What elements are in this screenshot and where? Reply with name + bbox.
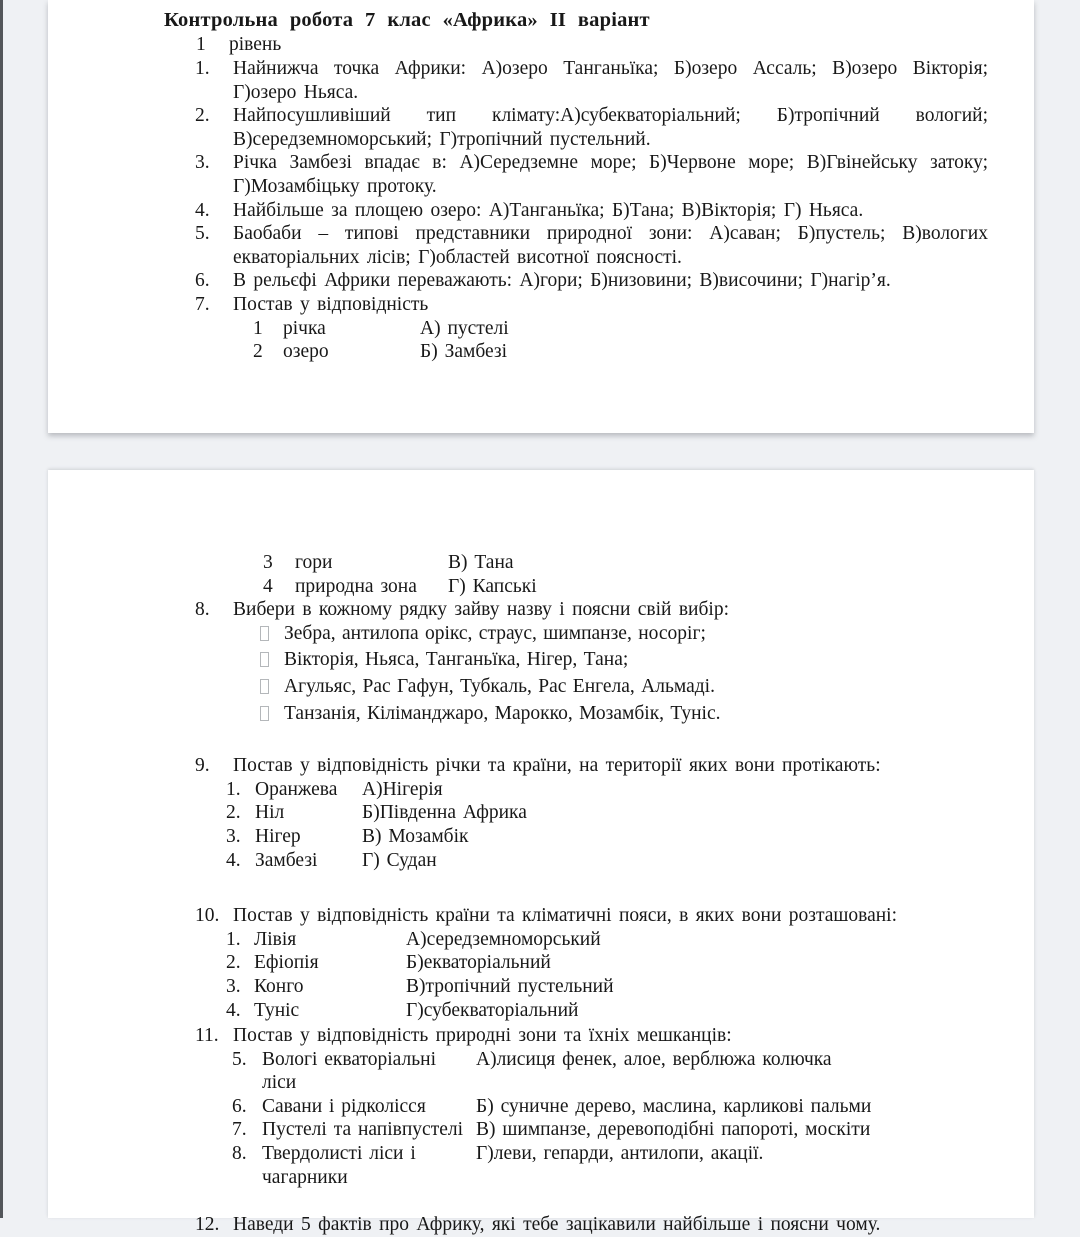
match-row bbox=[253, 340, 1034, 364]
match-left: Ефіопія bbox=[254, 952, 319, 974]
match-row bbox=[232, 1142, 1034, 1189]
question-number: 5. bbox=[195, 223, 210, 245]
match-number: 2. bbox=[226, 952, 241, 974]
tofu-bullet-icon bbox=[260, 652, 269, 667]
question-number: 10. bbox=[195, 905, 220, 927]
match-answer: Г) Судан bbox=[362, 849, 437, 871]
question-6 bbox=[195, 269, 1034, 293]
question-text: Наведи 5 фактів про Африку, які тебе зацікавили найбільше і поясни чому. bbox=[233, 1214, 881, 1236]
page-title: Контрольна робота 7 клас «Африка» ІІ варіант bbox=[164, 9, 650, 31]
question-number: 11. bbox=[195, 1025, 219, 1047]
level-heading bbox=[196, 33, 1034, 57]
level-number: 1 bbox=[196, 34, 206, 55]
match-answer: А)середземноморський bbox=[406, 928, 601, 950]
match-number: 3 bbox=[263, 552, 273, 573]
match-answer: Б) Замбезі bbox=[420, 341, 508, 363]
match-answer: А) пустелі bbox=[420, 317, 509, 339]
level-label: рівень bbox=[229, 34, 282, 55]
match-left: Ніл bbox=[255, 802, 285, 824]
match-left: Твердолисті ліси і чагарники bbox=[262, 1143, 416, 1188]
match-number: 8. bbox=[232, 1143, 247, 1165]
match-row bbox=[232, 1048, 1034, 1095]
match-row bbox=[226, 778, 1034, 802]
match-left: Лівія bbox=[254, 928, 297, 950]
list-item bbox=[260, 648, 1034, 672]
question-3 bbox=[195, 151, 1034, 198]
list-item-text: Зебра, антилопа орікс, страус, шимпанзе, носоріг; bbox=[284, 622, 706, 644]
match-left: Пустелі та напівпустелі bbox=[262, 1119, 464, 1141]
question-text: Баобаби – типові представники природної зони: А)саван; Б)пустель; В)вологих екваторіальних лісів; Г)областей висотної поясності. bbox=[233, 223, 988, 268]
list-item-text: Агульяс, Рас Гафун, Тубкаль, Рас Енгела, Альмаді. bbox=[284, 675, 715, 697]
match-answer: Б)Південна Африка bbox=[362, 802, 527, 824]
question-number: 2. bbox=[195, 105, 210, 127]
match-left: річка bbox=[283, 317, 326, 339]
match-left: гори bbox=[295, 552, 333, 573]
question-text: Найнижча точка Африки: А)озеро Танганьїка; Б)озеро Ассаль; В)озеро Вікторія; Г)озеро Ньяса. bbox=[233, 58, 988, 103]
match-left: Нігер bbox=[255, 825, 301, 847]
question-text: Постав у відповідність bbox=[233, 293, 429, 315]
match-number: 1. bbox=[226, 928, 241, 950]
match-left: Туніс bbox=[254, 999, 300, 1021]
question-10 bbox=[195, 904, 1034, 928]
question-text: Постав у відповідність природні зони та їхніх мешканців: bbox=[233, 1025, 732, 1047]
question-text: Постав у відповідність річки та країни, на території яких вони протікають: bbox=[233, 755, 881, 777]
question-text: В рельєфі Африки переважають: А)гори; Б)низовини; В)височини; Г)нагір’я. bbox=[233, 270, 891, 292]
list-item-text: Вікторія, Ньяса, Танганьїка, Нігер, Тана; bbox=[284, 649, 629, 671]
match-number: 3. bbox=[226, 975, 241, 997]
question-text: Річка Замбезі впадає в: А)Середземне море; Б)Червоне море; В)Гвінейську затоку; Г)Мозамбіцьку протоку. bbox=[233, 152, 988, 197]
match-row bbox=[253, 317, 1034, 341]
question-7 bbox=[195, 293, 1034, 317]
list-item-text: Танзанія, Кіліманджаро, Марокко, Мозамбік, Туніс. bbox=[284, 702, 721, 724]
match-number: 5. bbox=[232, 1048, 247, 1070]
match-answer: Г)леви, гепарди, антилопи, акації. bbox=[476, 1143, 764, 1165]
question-number: 6. bbox=[195, 270, 210, 292]
match-number: 1 bbox=[253, 317, 263, 339]
question-number: 8. bbox=[195, 599, 210, 621]
tofu-bullet-icon bbox=[260, 679, 269, 694]
match-row bbox=[232, 1118, 1034, 1142]
match-left: Вологі екваторіальні ліси bbox=[262, 1048, 436, 1094]
left-edge-line bbox=[0, 0, 3, 1218]
list-item bbox=[260, 675, 1034, 699]
match-answer: А)Нігерія bbox=[362, 778, 443, 800]
match-number: 1. bbox=[226, 778, 241, 800]
question-2 bbox=[195, 104, 1034, 151]
match-left: Замбезі bbox=[255, 849, 318, 871]
match-number: 2 bbox=[253, 341, 263, 363]
match-row bbox=[226, 951, 1034, 975]
match-answer: В) Тана bbox=[448, 552, 514, 573]
match-number: 4 bbox=[263, 575, 273, 597]
question-8 bbox=[195, 598, 1034, 622]
match-left: природна зона bbox=[295, 575, 417, 597]
match-row bbox=[263, 551, 1034, 575]
question-text: Найбільше за площею озеро: А)Танганьїка; Б)Тана; В)Вікторія; Г) Ньяса. bbox=[233, 199, 864, 221]
question-1 bbox=[195, 57, 1034, 104]
document-page-1 bbox=[48, 0, 1034, 433]
match-left: Савани і рідколісся bbox=[262, 1095, 426, 1117]
document-page-2 bbox=[48, 470, 1034, 1236]
match-row bbox=[263, 575, 1034, 599]
match-answer: Б) суничне дерево, маслина, карликові пальми bbox=[476, 1095, 872, 1117]
question-text: Постав у відповідність країни та кліматичні пояси, в яких вони розташовані: bbox=[233, 905, 898, 927]
match-row bbox=[232, 1095, 1034, 1119]
match-number: 6. bbox=[232, 1095, 247, 1117]
match-answer: Б)екваторіальний bbox=[406, 952, 551, 974]
question-12 bbox=[195, 1213, 1034, 1237]
question-number: 7. bbox=[195, 293, 210, 315]
match-number: 3. bbox=[226, 825, 241, 847]
list-item bbox=[260, 702, 1034, 726]
question-text: Вибери в кожному рядку зайву назву і поясни свій вибір: bbox=[233, 599, 730, 621]
question-number: 4. bbox=[195, 199, 210, 221]
match-number: 7. bbox=[232, 1119, 247, 1141]
question-number: 9. bbox=[195, 755, 210, 777]
question-number: 3. bbox=[195, 152, 210, 174]
question-11 bbox=[195, 1024, 1034, 1048]
tofu-bullet-icon bbox=[260, 626, 269, 641]
match-row bbox=[226, 975, 1034, 999]
match-answer: В) шимпанзе, деревоподібні папороті, москіти bbox=[476, 1119, 871, 1141]
match-answer: В)тропічний пустельний bbox=[406, 975, 614, 997]
question-text: Найпосушливіший тип клімату:А)субекваторіальний; Б)тропічний вологий; В)середземноморський; Г)тропічний пустельний. bbox=[233, 105, 988, 150]
match-answer: Г)субекваторіальний bbox=[406, 999, 579, 1021]
match-answer: В) Мозамбік bbox=[362, 825, 469, 847]
list-item bbox=[260, 622, 1034, 646]
match-number: 2. bbox=[226, 802, 241, 824]
question-9 bbox=[195, 754, 1034, 778]
match-left: Оранжева bbox=[255, 778, 338, 800]
question-5 bbox=[195, 222, 1034, 269]
question-number: 12. bbox=[195, 1214, 220, 1236]
match-number: 4. bbox=[226, 999, 241, 1021]
question-4 bbox=[195, 199, 1034, 223]
match-row bbox=[226, 849, 1034, 873]
match-answer: А)лисиця фенек, алое, верблюжа колючка bbox=[476, 1048, 832, 1070]
match-left: озеро bbox=[283, 341, 329, 363]
match-row bbox=[226, 825, 1034, 849]
match-row bbox=[226, 801, 1034, 825]
match-row bbox=[226, 928, 1034, 952]
question-number: 1. bbox=[195, 58, 210, 79]
tofu-bullet-icon bbox=[260, 706, 269, 721]
match-number: 4. bbox=[226, 849, 241, 871]
match-row bbox=[226, 999, 1034, 1023]
match-answer: Г) Капські bbox=[448, 575, 537, 597]
match-left: Конго bbox=[254, 975, 304, 997]
